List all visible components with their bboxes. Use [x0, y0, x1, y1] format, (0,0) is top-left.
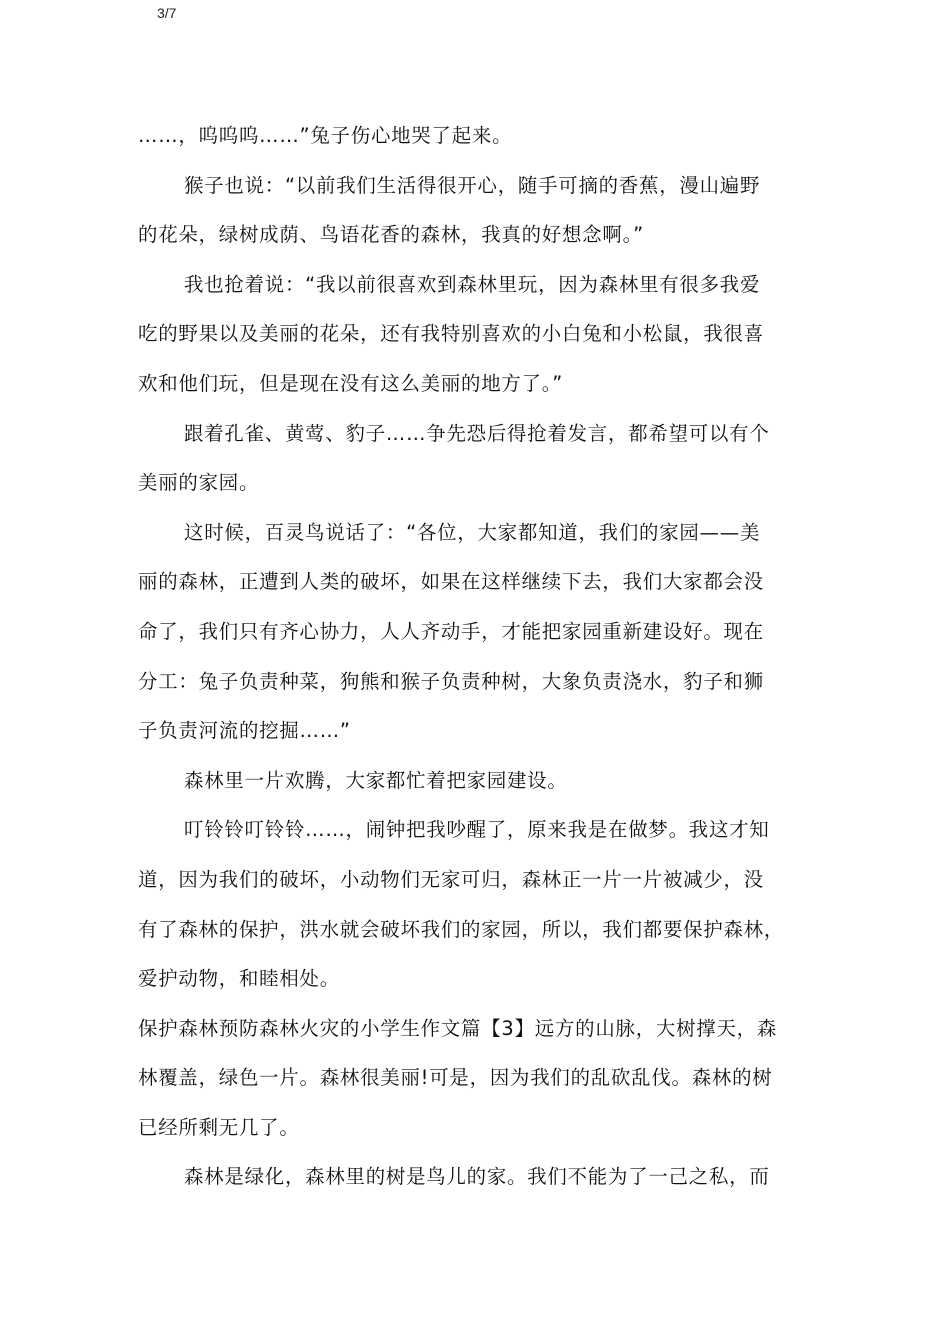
- paragraph-alarm: [138, 805, 826, 1003]
- paragraph-peacock: [138, 409, 826, 508]
- text-line: 吃的野果以及美丽的花朵，还有我特别喜欢的小白兔和小松鼠，我很喜: [138, 322, 764, 346]
- text-line: 这时候，百灵鸟说话了：“各位，大家都知道，我们的家园——美: [184, 520, 761, 544]
- text-line: ……，呜呜呜……”兔子伤心地哭了起来。: [138, 124, 513, 147]
- text-line: 跟着孔雀、黄莺、豹子……争先恐后得抢着发言，都希望可以有个: [184, 421, 770, 445]
- text-line: 爱护动物，和睦相处。: [138, 967, 340, 991]
- text-line: 已经所剩无几了。: [138, 1115, 300, 1139]
- text-line: 美丽的家园。: [138, 471, 260, 495]
- text-line: 叮铃铃叮铃铃……，闹钟把我吵醒了，原来我是在做梦。我这才知: [184, 818, 770, 842]
- text-line: 命了，我们只有齐心协力，人人齐动手，才能把家园重新建设好。现在: [138, 619, 764, 643]
- text-line: 的花朵，绿树成荫、鸟语花香的森林，我真的好想念啊。”: [138, 223, 644, 247]
- text-line: 保护森林预防森林火灾的小学生作文篇【3】远方的山脉，大树撑天，森: [138, 1016, 778, 1040]
- essay-heading-3: [138, 1004, 826, 1153]
- text-line: 林覆盖，绿色一片。森林很美丽!可是，因为我们的乱砍乱伐。森林的树: [138, 1066, 773, 1090]
- paragraph-narrator: [138, 260, 826, 409]
- text-line: 丽的森林，正遭到人类的破坏，如果在这样继续下去，我们大家都会没: [138, 570, 764, 594]
- text-line: 道，因为我们的破坏，小动物们无家可归，森林正一片一片被减少，没: [138, 867, 764, 891]
- page-number: 3/7: [157, 5, 177, 21]
- document-body: [138, 111, 826, 1202]
- paragraph-forest-greening: [138, 1152, 826, 1202]
- paragraph-lark: [138, 508, 826, 756]
- text-line: 森林是绿化，森林里的树是鸟儿的家。我们不能为了一己之私，而: [184, 1165, 770, 1189]
- text-line: 猴子也说：“以前我们生活得很开心，随手可摘的香蕉，漫山遍野: [184, 173, 761, 197]
- text-line: 分工：兔子负责种菜，狗熊和猴子负责种树，大象负责浇水，豹子和狮: [138, 669, 764, 693]
- text-line: 欢和他们玩，但是现在没有这么美丽的地方了。”: [138, 371, 564, 395]
- paragraph-forest-celebration: [138, 756, 826, 806]
- text-line: 子负责河流的挖掘……”: [138, 719, 351, 743]
- paragraph-rabbit-crying: [138, 111, 826, 161]
- text-line: 我也抢着说：“我以前很喜欢到森林里玩，因为森林里有很多我爱: [184, 272, 761, 296]
- text-line: 森林里一片欢腾，大家都忙着把家园建设。: [184, 768, 568, 792]
- text-line: 有了森林的保护，洪水就会破坏我们的家园，所以，我们都要保护森林，: [138, 917, 785, 941]
- paragraph-monkey: [138, 161, 826, 260]
